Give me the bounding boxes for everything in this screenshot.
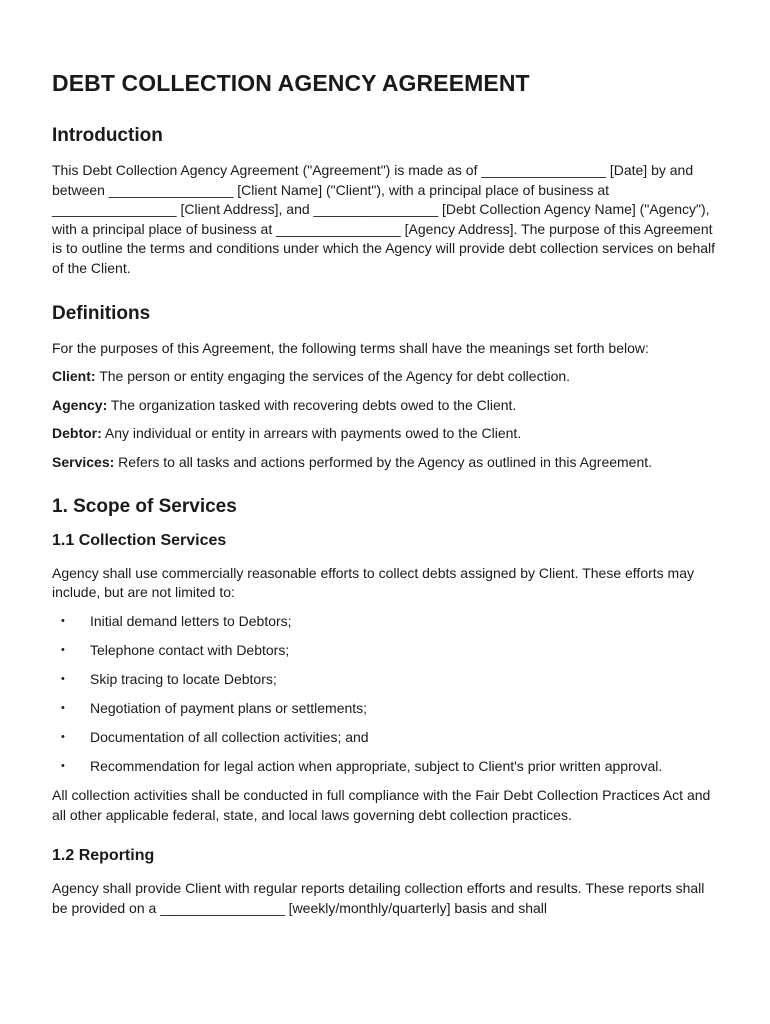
- reporting-paragraph: Agency shall provide Client with regular reports detailing collection efforts and results. These reports shall be provided on a ________________ [weekly/monthly/quarterly] basis and shall: [52, 880, 705, 917]
- definition-client: [52, 367, 718, 387]
- bullet-icon: •: [61, 672, 65, 685]
- definitions-intro: For the purposes of this Agreement, the following terms shall have the meanings set forth below:: [52, 339, 649, 356]
- bullet-icon: •: [61, 702, 65, 714]
- collection-services-list: [52, 612, 718, 777]
- definition-text: Any individual or entity in arrears with payments owed to the Client.: [101, 425, 522, 442]
- collection-services-closing: All collection activities shall be conducted in full compliance with the Fair Debt Collection Practices Act and all other applicable federal, state, and local laws governing debt collection practices.: [52, 787, 711, 823]
- document-title: DEBT COLLECTION AGENCY AGREEMENT: [52, 70, 530, 96]
- scope-heading: 1. Scope of Services: [52, 495, 237, 517]
- definitions-heading: Definitions: [52, 302, 151, 324]
- definition-text: Refers to all tasks and actions performed by the Agency as outlined in this Agreement.: [114, 453, 653, 470]
- bullet-icon: •: [61, 731, 65, 744]
- definition-term: Services:: [52, 453, 115, 470]
- definition-text: The organization tasked with recovering debts owed to the Client.: [107, 396, 517, 413]
- collection-services-intro: Agency shall use commercially reasonable efforts to collect debts assigned by Client. These efforts may include, but are not limited to:: [52, 564, 694, 601]
- definition-term: Client:: [52, 368, 96, 385]
- collection-services-heading: 1.1 Collection Services: [52, 531, 227, 549]
- introduction-heading: Introduction: [52, 125, 163, 146]
- list-item: • Recommendation for legal action when appropriate, subject to Client's prior written approval.: [52, 757, 718, 777]
- bullet-icon: •: [61, 760, 65, 773]
- bullet-icon: •: [61, 643, 65, 656]
- list-item: • Initial demand letters to Debtors;: [52, 612, 718, 632]
- definition-text: The person or entity engaging the services of the Agency for debt collection.: [95, 368, 571, 385]
- definition-debtor: [52, 424, 718, 444]
- definition-term: Debtor:: [52, 425, 102, 442]
- list-item: • Skip tracing to locate Debtors;: [52, 670, 718, 690]
- definition-term: Agency:: [52, 396, 108, 413]
- bullet-icon: •: [61, 614, 65, 627]
- list-item: • Telephone contact with Debtors;: [52, 641, 718, 661]
- list-item: • Negotiation of payment plans or settlements;: [52, 699, 718, 719]
- definition-services: [52, 453, 718, 473]
- reporting-heading: 1.2 Reporting: [52, 847, 155, 865]
- definition-agency: [52, 396, 718, 416]
- introduction-paragraph: This Debt Collection Agency Agreement ("Agreement") is made as of ________________ [Date] by and between ________________ [Client Name] ("Client"), with a principal place of business at ________________ [Client Address], and ________________ [Debt Collection Agency Name] ("Agency"), with a principal place of business at ________________ [Agency Address]. The purpose of this Agreement is to outline the terms and conditions under which the Agency will provide debt collection services on behalf of the Client.: [52, 162, 716, 276]
- list-item: • Documentation of all collection activities; and: [52, 728, 718, 748]
